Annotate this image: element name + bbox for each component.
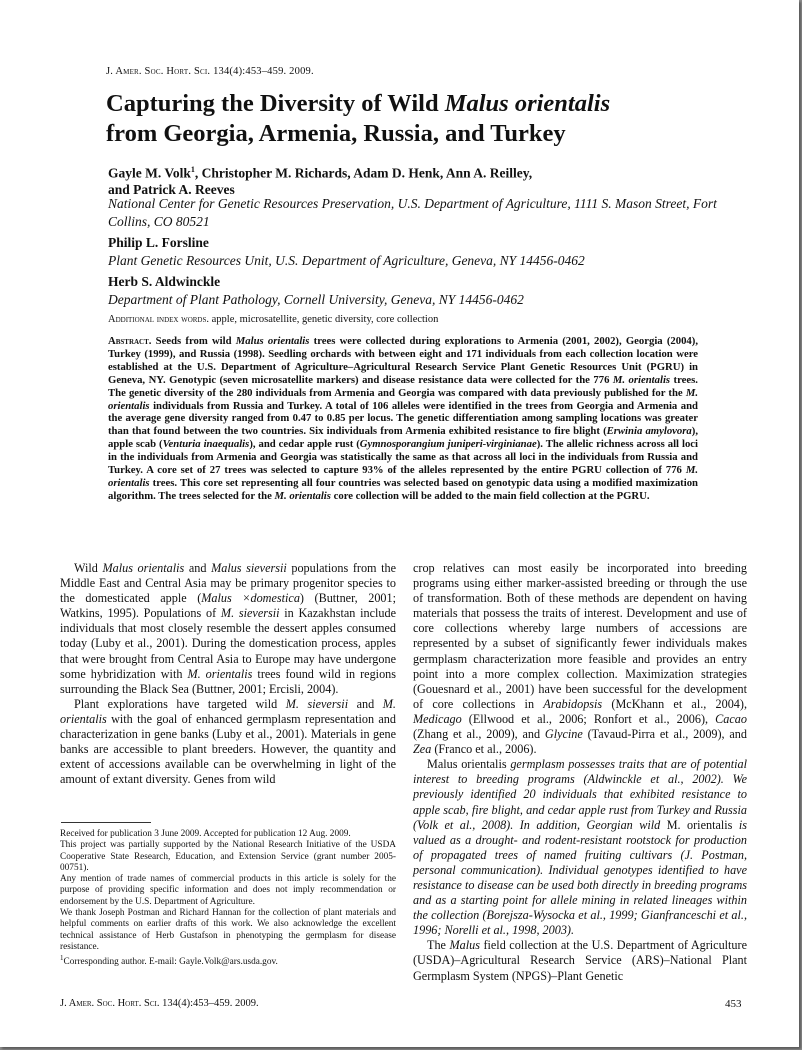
italic-text: Glycine xyxy=(544,727,583,742)
italic-text: Malus ×domestica xyxy=(201,591,300,606)
italic-text: M. orientalis xyxy=(60,696,396,726)
italic-text: M. sieversii xyxy=(285,696,349,711)
italic-text: M. orientalis xyxy=(187,666,253,681)
abstract: Abstract. Seeds from wild Malus orientalis trees were collected during explorations to Armenia (2001, 2002), Georgia (2004), Turkey (1999), and Russia (1998). Seedling orchards with between eight and 171 individuals from each collection location were established at the U.S. Department of Agriculture–Agricultural Research Service Plant Genetic Resources Unit (PGRU) in Geneva, NY. Genotypic (seven microsatellite markers) and disease resistance data were collected for the 776 M. orientalis trees. The genetic diversity of the 280 individuals from Armenia and Georgia was compared with data previously published for the M. orientalis individuals from Russia and Turkey. A total of 106 alleles were identified in the trees from Georgia and Armenia and the average gene diversity ranged from 0.47 to 0.85 per locus. The genetic differentiation among sampling locations was greater than that found between the two countries. Six individuals from Armenia exhibited resistance to fire blight (Erwinia amylovora), apple scab (Venturia inaequalis), and cedar apple rust (Gymnosporangium juniperi-virginianae). The allelic richness across all loci in the individuals from Armenia and Georgia was statistically the same as that across all loci in the individuals from Russia and Turkey. A core set of 27 trees was selected to capture 93% of the alleles represented by the entire PGRU collection of 776 M. orientalis trees. This core set representing all four countries was selected based on genotypic data using a modified maximization algorithm. The trees selected for the M. orientalis core collection will be added to the main field collection at the PGRU. xyxy=(108,335,698,502)
body-text: (Tavaud-Pirra et al., 2009), and xyxy=(582,727,747,742)
body-text: crop relatives can most easily be incorporated into breeding programs using either marker-assisted breeding or through the use of transformation. Both of these methods are dependent on having materials that possess the traits of interest. Development and use of core collections whereby large numbers of accessions are represented by a subset of significantly fewer individuals makes germplasm characterization more feasible and provides an entry point into a more complex collection. Maximization strategies (Gouesnard et al., 2001) have been successful for the development of core collections in xyxy=(413,561,747,711)
affiliation-2: Plant Genetic Resources Unit, U.S. Department of Agriculture, Geneva, NY 14456-0462 xyxy=(108,253,585,268)
article-title xyxy=(106,89,726,149)
italic-text: Malus xyxy=(449,938,480,953)
footnote: This project was partially supported by the National Research Initiative of the USDA Cooperative State Research, Education, and Extension Service (grant number 2005-00751). xyxy=(60,840,396,873)
body-text: with the goal of enhanced germplasm representation and characterization in gene banks (Luby et al., 2001). Materials in gene banks are accessible to plant breeders. However, the quantity and extent of accessions available can be overwhelming in light of the amount of extant diversity. Genes from wild xyxy=(60,711,396,787)
body-text: populations from the Middle East and Central Asia may be primary progenitor species to the domesticated apple ( xyxy=(60,561,396,606)
index-words xyxy=(108,314,438,325)
footnote-marker: 1 xyxy=(60,954,64,963)
body-text: (McKhann et al., 2004), xyxy=(602,696,748,711)
body-text: trees found wild in regions surrounding the Black Sea (Buttner, 2001; Ercisli, 2004). xyxy=(60,666,396,696)
italic-text: Cacao xyxy=(715,711,747,726)
body-column-left xyxy=(60,561,396,787)
body-text: (Franco et al., 2006). xyxy=(431,742,537,757)
italic-text: Medicago xyxy=(413,711,462,726)
footnote: We thank Joseph Postman and Richard Hannan for the collection of plant materials and helpful comments on earlier drafts of this work. We also acknowledge the excellent technical assistance of Herb Gustafson in phenotyping the germplasm for disease resistance. xyxy=(60,908,396,952)
title-species: Malus orientalis xyxy=(444,90,611,117)
italic-text: Arabidopsis xyxy=(543,696,603,711)
footnote-text: Corresponding author. E-mail: Gayle.Volk@ars.usda.gov. xyxy=(63,957,278,968)
index-words-text: apple, microsatellite, genetic diversity, core collection xyxy=(209,314,439,325)
footnote: Any mention of trade names of commercial products in this article is solely for the purpose of providing specific information and does not imply recommendation or endorsement by the U.S. Department of Agriculture. xyxy=(60,874,396,907)
footnote-rule xyxy=(61,822,151,823)
author-name: Gayle M. Volk xyxy=(108,165,191,181)
body-text: M. orientalis xyxy=(666,817,733,832)
footnotes xyxy=(60,829,396,969)
body-text: and xyxy=(184,561,212,575)
author-list-1 xyxy=(108,162,628,198)
italic-text: Malus sieversii xyxy=(211,561,287,575)
author-3: Herb S. Aldwinckle xyxy=(108,274,221,289)
body-text: Wild xyxy=(74,561,103,575)
title-line2: from Georgia, Armenia, Russia, and Turkey xyxy=(106,120,566,147)
body-text: Malus orientalis xyxy=(427,757,507,772)
body-text: (Zhang et al., 2009), and xyxy=(413,727,545,742)
author-2: Philip L. Forsline xyxy=(108,235,209,250)
footnote-corresponding xyxy=(60,953,396,968)
body-text: (Ellwood et al., 2006; Ronfort et al., 2006), xyxy=(461,711,716,726)
body-text: and xyxy=(348,696,383,711)
paragraph xyxy=(60,561,396,697)
italic-text: is valued as a drought- and rodent-resistant rootstock for production of propagated trees of named fruiting cultivars (J. Postman, personal communication). Individual genotypes identified to have resistance to disease can be used both directly in breeding programs and as a starting point for allele mining in related lineages within the collection (Borejsza-Wysocka et al., 1999; Gianfranceschi et al., 1996; Norelli et al., 1998, 2003). xyxy=(413,817,747,938)
title-line1-prefix: Capturing the Diversity of Wild xyxy=(106,90,445,117)
affiliation-1: National Center for Genetic Resources Preservation, U.S. Department of Agriculture, 1111 S. Mason Street, Fort Collins, CO 80521 xyxy=(108,196,717,229)
footnote: Received for publication 3 June 2009. Accepted for publication 12 Aug. 2009. xyxy=(60,829,351,839)
italic-text: germplasm possesses traits that are of potential interest to breeding programs (Aldwinckle et al., 2002). We previously identified 20 individuals that exhibited resistance to apple scab, fire blight, and cedar apple rust from Turkey and Russia (Volk et al., 2008). In addition, Georgian wild xyxy=(413,757,747,832)
body-text: Plant explorations have targeted wild xyxy=(74,696,286,711)
affiliation-3: Department of Plant Pathology, Cornell University, Geneva, NY 14456-0462 xyxy=(108,292,524,307)
body-text: The xyxy=(427,938,450,953)
body-text: in Kazakhstan include individuals that most closely resemble the dessert apples consumed today (Luby et al., 2001). During the domestication process, apples that were brought from Central Asia to Europe may have undergone some hybridization with xyxy=(60,606,396,681)
body-column-right xyxy=(413,561,747,984)
paragraph xyxy=(60,697,396,788)
italic-text: Malus orientalis xyxy=(102,561,185,575)
italic-text: Zea xyxy=(413,742,432,757)
index-words-label: Additional index words. xyxy=(108,314,209,325)
author-names: , Christopher M. Richards, Adam D. Henk, Ann A. Reilley, xyxy=(194,165,533,181)
page-number: 453 xyxy=(725,998,742,1010)
body-text: field collection at the U.S. Department of Agriculture (USDA)–Agricultural Research Service (ARS)–National Plant Germplasm System (NPGS)–Plant Genetic xyxy=(413,938,747,983)
author-names: and Patrick A. Reeves xyxy=(108,181,235,197)
paragraph xyxy=(413,938,747,983)
italic-text: M. sieversii xyxy=(220,606,280,621)
running-head: J. Amer. Soc. Hort. Sci. 134(4):453–459. 2009. xyxy=(106,66,314,77)
body-text: ) (Buttner, 2001; Watkins, 1995). Populations of xyxy=(60,591,396,621)
abstract-label: Abstract. xyxy=(108,335,152,347)
paragraph xyxy=(413,561,747,757)
footer-journal: J. Amer. Soc. Hort. Sci. 134(4):453–459. 2009. xyxy=(60,998,259,1009)
paragraph xyxy=(413,757,747,938)
footnote-marker: 1 xyxy=(190,165,195,174)
